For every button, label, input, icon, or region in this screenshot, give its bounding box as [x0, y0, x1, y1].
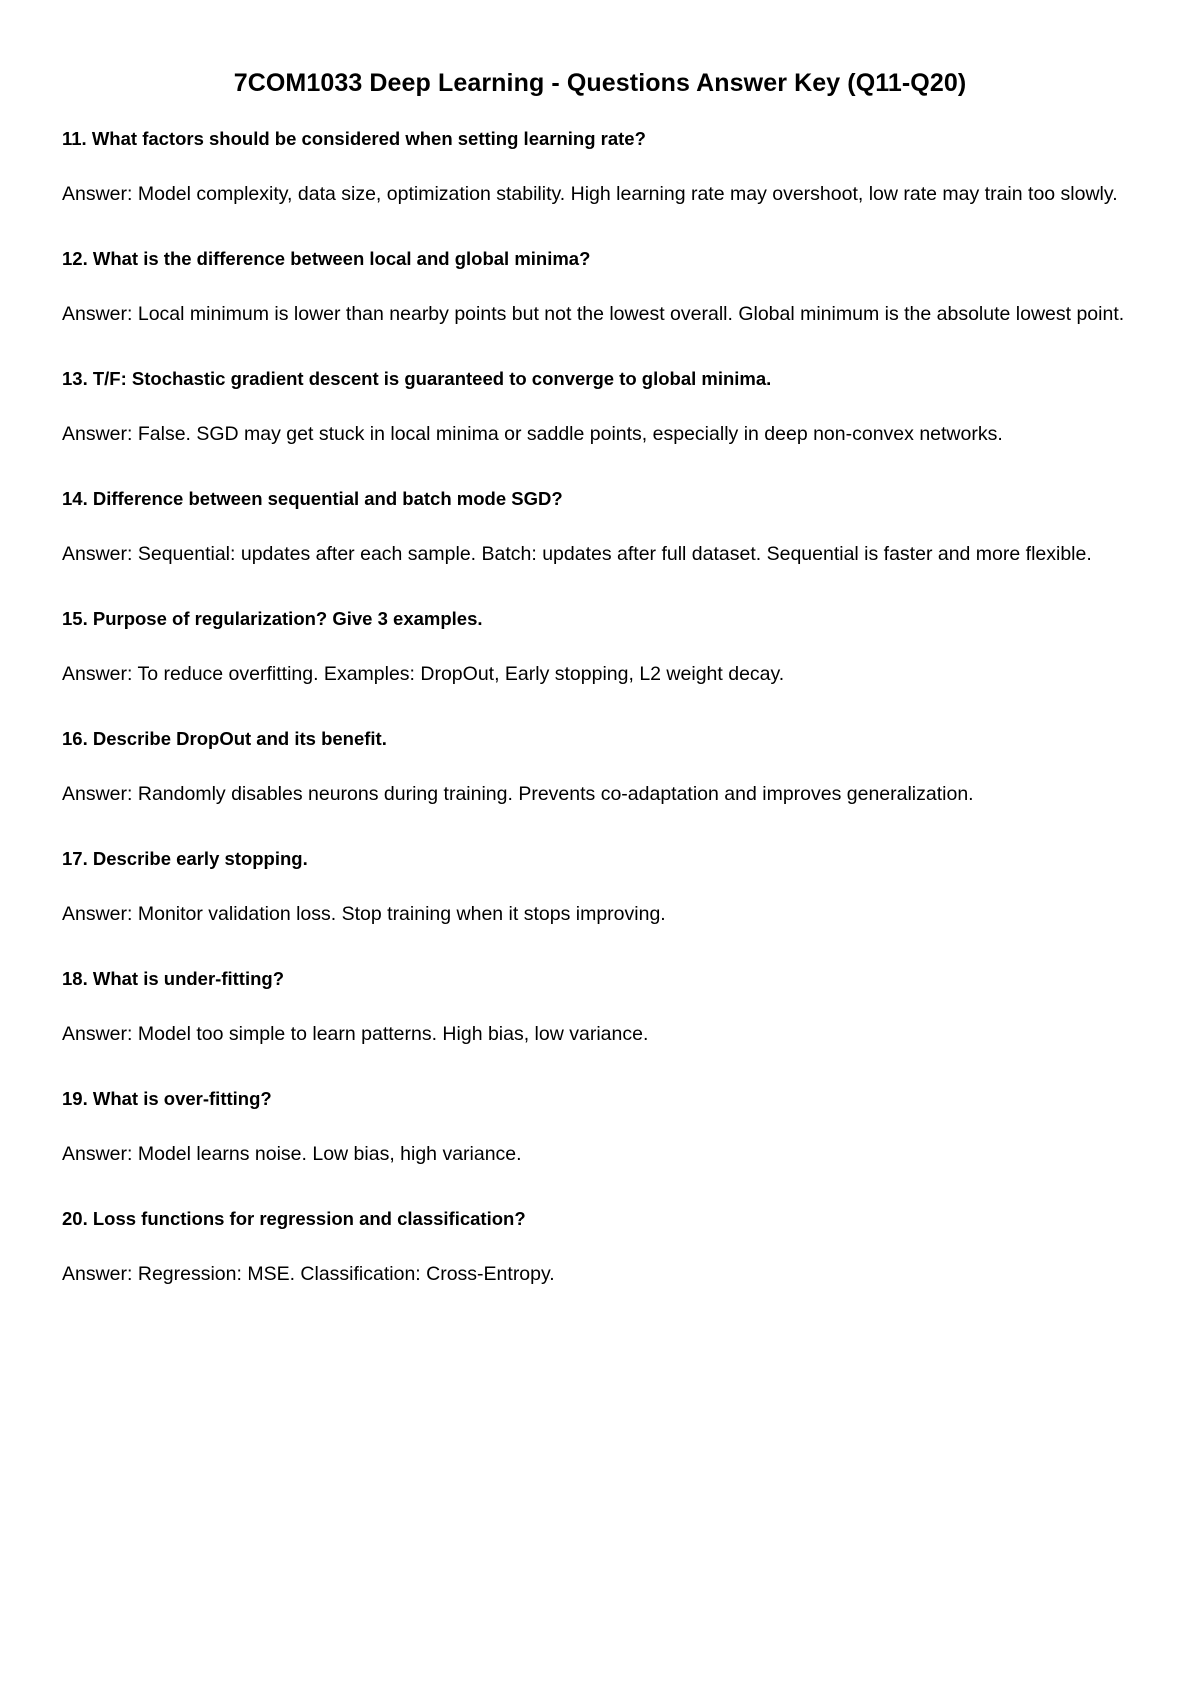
qa-item-19	[62, 1086, 1138, 1182]
qa-item-13	[62, 366, 1138, 462]
document-title: 7COM1033 Deep Learning - Questions Answer Key (Q11-Q20)	[233, 69, 967, 97]
question-14: 14. Difference between sequential and batch mode SGD?	[62, 488, 563, 509]
answer-11: Answer: Model complexity, data size, optimization stability. High learning rate may overshoot, low rate may train too slowly.	[62, 183, 1118, 205]
answer-13: Answer: False. SGD may get stuck in local minima or saddle points, especially in deep non-convex networks.	[62, 423, 1003, 445]
answer-20: Answer: Regression: MSE. Classification: Cross-Entropy.	[62, 1263, 555, 1285]
qa-list	[62, 126, 1138, 1302]
qa-item-16	[62, 726, 1138, 822]
answer-17: Answer: Monitor validation loss. Stop training when it stops improving.	[62, 903, 666, 925]
qa-item-12	[62, 246, 1138, 342]
question-18: 18. What is under-fitting?	[62, 968, 284, 989]
answer-18: Answer: Model too simple to learn patterns. High bias, low variance.	[62, 1023, 649, 1045]
question-15: 15. Purpose of regularization? Give 3 examples.	[62, 608, 483, 629]
question-19: 19. What is over-fitting?	[62, 1088, 272, 1109]
qa-item-15	[62, 606, 1138, 702]
answer-19: Answer: Model learns noise. Low bias, high variance.	[62, 1143, 522, 1165]
question-11: 11. What factors should be considered when setting learning rate?	[62, 128, 646, 149]
answer-12: Answer: Local minimum is lower than nearby points but not the lowest overall. Global minimum is the absolute lowest point.	[62, 303, 1125, 325]
question-17: 17. Describe early stopping.	[62, 848, 308, 869]
answer-14: Answer: Sequential: updates after each sample. Batch: updates after full dataset. Sequential is faster and more flexible.	[62, 543, 1092, 565]
qa-item-18	[62, 966, 1138, 1062]
question-20: 20. Loss functions for regression and classification?	[62, 1208, 526, 1229]
answer-15: Answer: To reduce overfitting. Examples: DropOut, Early stopping, L2 weight decay.	[62, 663, 785, 685]
qa-item-20	[62, 1206, 1138, 1302]
answer-16: Answer: Randomly disables neurons during training. Prevents co-adaptation and improves generalization.	[62, 783, 974, 805]
question-12: 12. What is the difference between local and global minima?	[62, 248, 591, 269]
question-16: 16. Describe DropOut and its benefit.	[62, 728, 387, 749]
question-13: 13. T/F: Stochastic gradient descent is guaranteed to converge to global minima.	[62, 368, 772, 389]
qa-item-17	[62, 846, 1138, 942]
qa-item-11	[62, 126, 1138, 222]
qa-item-14	[62, 486, 1138, 582]
